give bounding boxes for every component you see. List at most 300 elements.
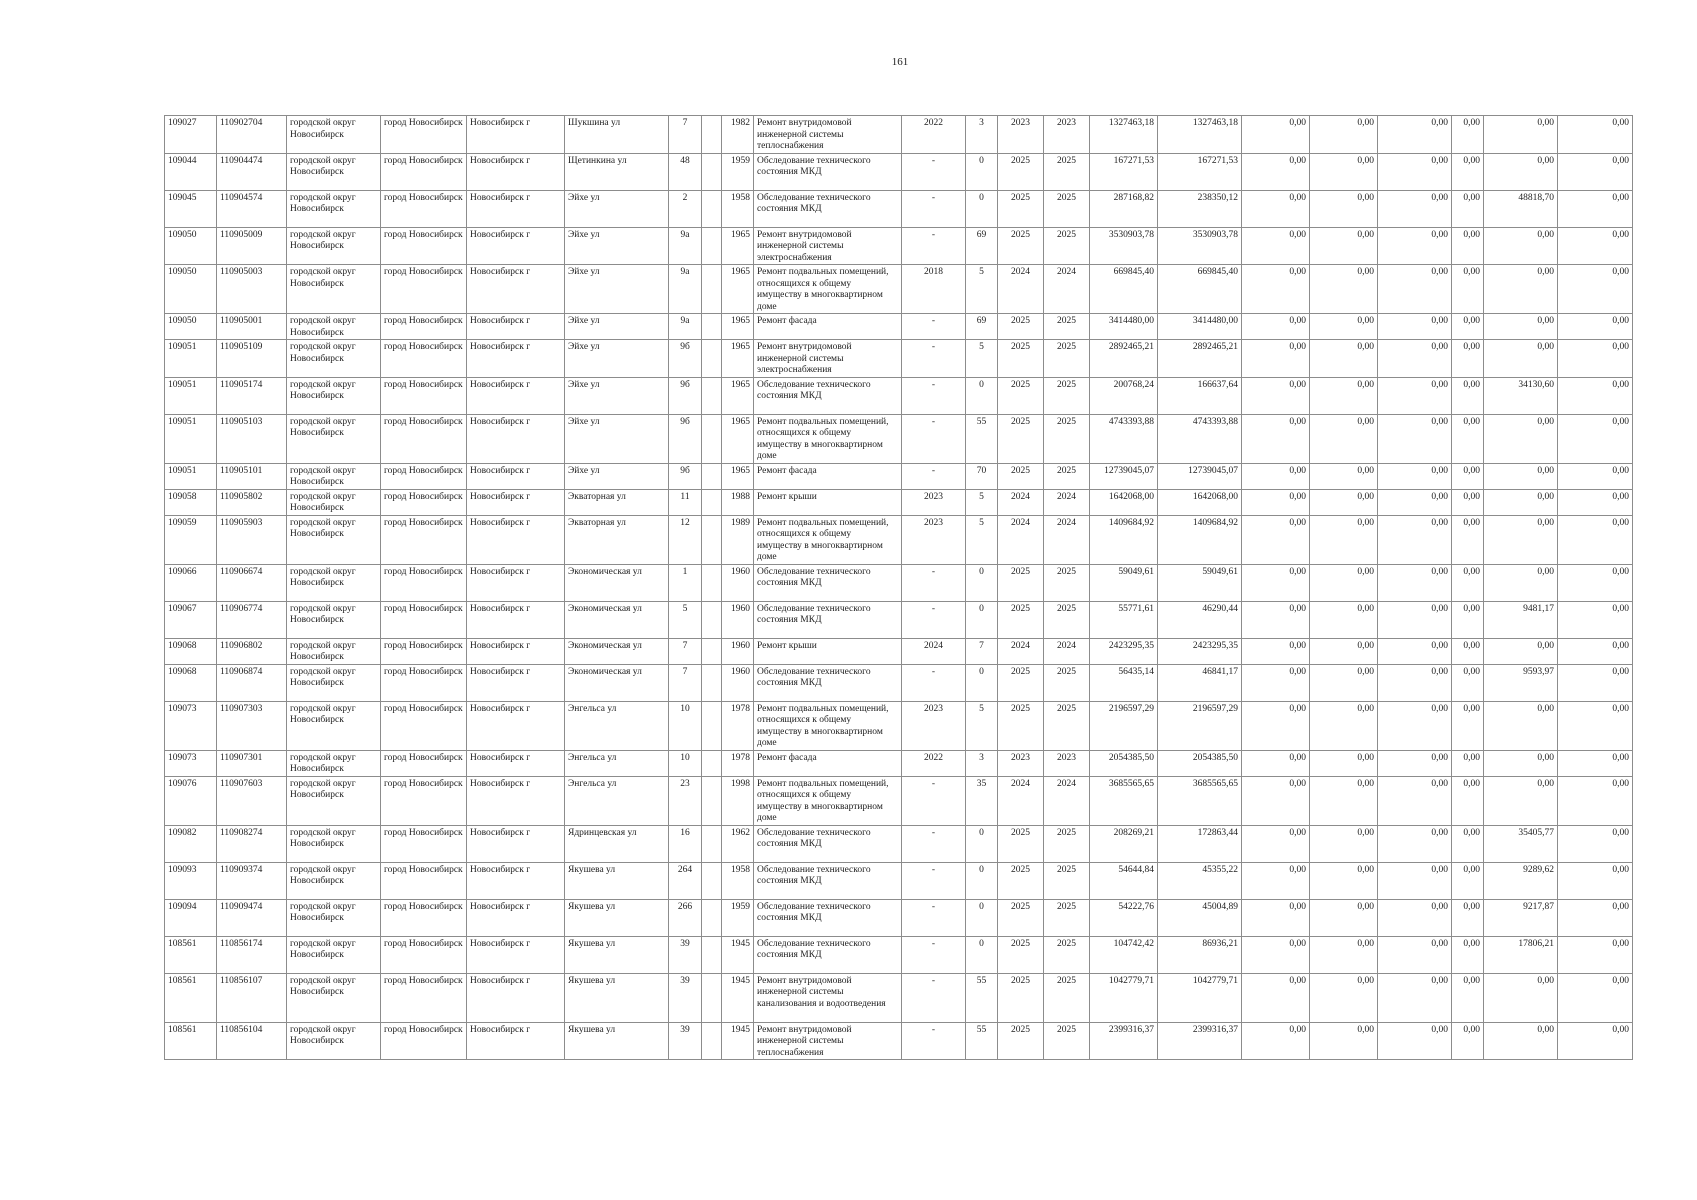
amount-cell-2: 0,00 [1310,377,1378,414]
work-code-cell: 110856104 [217,1022,287,1060]
table-row [165,601,1633,638]
object-id-cell: 109059 [165,515,217,564]
start-year-cell: 2025 [998,564,1044,601]
build-year-cell: 1945 [722,973,754,1022]
total-cost-cell: 54222,76 [1090,899,1158,936]
total-cost-cell: 167271,53 [1090,153,1158,190]
street-cell: Эйхе ул [565,340,669,378]
amount-cell-4: 0,00 [1452,463,1484,489]
empty-cell [702,1022,722,1060]
amount-cell-3: 0,00 [1378,190,1452,227]
house-number-cell: 9а [669,314,702,340]
previous-year-cell: - [902,825,966,862]
amount-cell-5: 0,00 [1484,515,1558,564]
settlement-cell: город Новосибирск [381,601,467,638]
settlement-cell: город Новосибирск [381,377,467,414]
amount-cell-4: 0,00 [1452,340,1484,378]
fund-amount-cell: 3530903,78 [1158,227,1242,265]
end-year-cell: 2025 [1044,936,1090,973]
start-year-cell: 2025 [998,340,1044,378]
empty-cell [702,936,722,973]
wear-percent-cell: 0 [966,899,998,936]
street-cell: Энгельса ул [565,750,669,776]
build-year-cell: 1965 [722,265,754,314]
amount-cell-1: 0,00 [1242,936,1310,973]
amount-cell-6: 0,00 [1558,414,1633,463]
total-cost-cell: 59049,61 [1090,564,1158,601]
amount-cell-5: 0,00 [1484,489,1558,515]
fund-amount-cell: 1327463,18 [1158,116,1242,154]
amount-cell-6: 0,00 [1558,973,1633,1022]
amount-cell-6: 0,00 [1558,227,1633,265]
wear-percent-cell: 55 [966,973,998,1022]
street-cell: Якушева ул [565,862,669,899]
wear-percent-cell: 5 [966,489,998,515]
settlement-cell: город Новосибирск [381,564,467,601]
empty-cell [702,825,722,862]
build-year-cell: 1998 [722,776,754,825]
end-year-cell: 2025 [1044,564,1090,601]
city-cell: Новосибирск г [467,564,565,601]
build-year-cell: 1962 [722,825,754,862]
start-year-cell: 2025 [998,377,1044,414]
previous-year-cell: - [902,463,966,489]
amount-cell-3: 0,00 [1378,377,1452,414]
wear-percent-cell: 5 [966,340,998,378]
work-code-cell: 110906674 [217,564,287,601]
street-cell: Щетинкина ул [565,153,669,190]
amount-cell-2: 0,00 [1310,825,1378,862]
amount-cell-3: 0,00 [1378,750,1452,776]
city-cell: Новосибирск г [467,862,565,899]
city-cell: Новосибирск г [467,936,565,973]
wear-percent-cell: 0 [966,564,998,601]
street-cell: Эйхе ул [565,414,669,463]
build-year-cell: 1965 [722,463,754,489]
start-year-cell: 2025 [998,701,1044,750]
build-year-cell: 1959 [722,153,754,190]
work-type-cell: Ремонт внутридомовой инженерной системы электроснабжения [754,227,902,265]
amount-cell-6: 0,00 [1558,564,1633,601]
table-row [165,314,1633,340]
end-year-cell: 2024 [1044,515,1090,564]
build-year-cell: 1989 [722,515,754,564]
street-cell: Эйхе ул [565,463,669,489]
fund-amount-cell: 167271,53 [1158,153,1242,190]
amount-cell-5: 0,00 [1484,116,1558,154]
amount-cell-2: 0,00 [1310,265,1378,314]
district-cell: городской округ Новосибирск [287,314,381,340]
object-id-cell: 109082 [165,825,217,862]
amount-cell-4: 0,00 [1452,314,1484,340]
work-type-cell: Обследование технического состояния МКД [754,153,902,190]
start-year-cell: 2023 [998,116,1044,154]
district-cell: городской округ Новосибирск [287,227,381,265]
table-row [165,414,1633,463]
amount-cell-5: 34130,60 [1484,377,1558,414]
house-number-cell: 39 [669,973,702,1022]
amount-cell-6: 0,00 [1558,515,1633,564]
start-year-cell: 2025 [998,314,1044,340]
total-cost-cell: 2054385,50 [1090,750,1158,776]
amount-cell-6: 0,00 [1558,1022,1633,1060]
table-row [165,564,1633,601]
amount-cell-2: 0,00 [1310,1022,1378,1060]
table-row [165,776,1633,825]
amount-cell-2: 0,00 [1310,515,1378,564]
work-code-cell: 110905802 [217,489,287,515]
district-cell: городской округ Новосибирск [287,489,381,515]
amount-cell-4: 0,00 [1452,776,1484,825]
settlement-cell: город Новосибирск [381,153,467,190]
city-cell: Новосибирск г [467,190,565,227]
fund-amount-cell: 3414480,00 [1158,314,1242,340]
house-number-cell: 7 [669,638,702,664]
work-code-cell: 110905903 [217,515,287,564]
district-cell: городской округ Новосибирск [287,463,381,489]
fund-amount-cell: 1409684,92 [1158,515,1242,564]
start-year-cell: 2024 [998,776,1044,825]
work-code-cell: 110908274 [217,825,287,862]
total-cost-cell: 56435,14 [1090,664,1158,701]
work-type-cell: Обследование технического состояния МКД [754,377,902,414]
total-cost-cell: 1642068,00 [1090,489,1158,515]
district-cell: городской округ Новосибирск [287,776,381,825]
total-cost-cell: 3685565,65 [1090,776,1158,825]
work-code-cell: 110856107 [217,973,287,1022]
amount-cell-4: 0,00 [1452,190,1484,227]
amount-cell-6: 0,00 [1558,862,1633,899]
wear-percent-cell: 69 [966,227,998,265]
object-id-cell: 109073 [165,701,217,750]
start-year-cell: 2025 [998,899,1044,936]
work-type-cell: Обследование технического состояния МКД [754,664,902,701]
work-code-cell: 110907303 [217,701,287,750]
previous-year-cell: 2023 [902,701,966,750]
city-cell: Новосибирск г [467,973,565,1022]
table-row [165,701,1633,750]
work-code-cell: 110905003 [217,265,287,314]
object-id-cell: 109051 [165,463,217,489]
amount-cell-2: 0,00 [1310,227,1378,265]
city-cell: Новосибирск г [467,825,565,862]
district-cell: городской округ Новосибирск [287,701,381,750]
end-year-cell: 2025 [1044,899,1090,936]
total-cost-cell: 1409684,92 [1090,515,1158,564]
table-row [165,899,1633,936]
build-year-cell: 1965 [722,377,754,414]
work-code-cell: 110905009 [217,227,287,265]
work-type-cell: Ремонт внутридомовой инженерной системы электроснабжения [754,340,902,378]
build-year-cell: 1945 [722,1022,754,1060]
empty-cell [702,862,722,899]
amount-cell-6: 0,00 [1558,936,1633,973]
fund-amount-cell: 4743393,88 [1158,414,1242,463]
table-row [165,340,1633,378]
total-cost-cell: 1042779,71 [1090,973,1158,1022]
build-year-cell: 1978 [722,750,754,776]
settlement-cell: город Новосибирск [381,227,467,265]
previous-year-cell: - [902,664,966,701]
previous-year-cell: - [902,776,966,825]
city-cell: Новосибирск г [467,377,565,414]
settlement-cell: город Новосибирск [381,515,467,564]
end-year-cell: 2025 [1044,862,1090,899]
district-cell: городской округ Новосибирск [287,862,381,899]
street-cell: Эйхе ул [565,314,669,340]
amount-cell-1: 0,00 [1242,750,1310,776]
build-year-cell: 1960 [722,564,754,601]
table-row [165,116,1633,154]
object-id-cell: 109051 [165,340,217,378]
house-number-cell: 7 [669,116,702,154]
work-code-cell: 110902704 [217,116,287,154]
street-cell: Шукшина ул [565,116,669,154]
fund-amount-cell: 12739045,07 [1158,463,1242,489]
amount-cell-6: 0,00 [1558,664,1633,701]
previous-year-cell: - [902,899,966,936]
start-year-cell: 2025 [998,1022,1044,1060]
total-cost-cell: 2196597,29 [1090,701,1158,750]
total-cost-cell: 208269,21 [1090,825,1158,862]
empty-cell [702,664,722,701]
object-id-cell: 109073 [165,750,217,776]
street-cell: Экваторная ул [565,515,669,564]
end-year-cell: 2024 [1044,489,1090,515]
district-cell: городской округ Новосибирск [287,377,381,414]
street-cell: Эйхе ул [565,190,669,227]
total-cost-cell: 104742,42 [1090,936,1158,973]
amount-cell-6: 0,00 [1558,601,1633,638]
city-cell: Новосибирск г [467,776,565,825]
district-cell: городской округ Новосибирск [287,1022,381,1060]
previous-year-cell: - [902,936,966,973]
object-id-cell: 109050 [165,265,217,314]
amount-cell-1: 0,00 [1242,463,1310,489]
amount-cell-1: 0,00 [1242,638,1310,664]
work-type-cell: Обследование технического состояния МКД [754,862,902,899]
start-year-cell: 2025 [998,825,1044,862]
wear-percent-cell: 5 [966,265,998,314]
amount-cell-5: 9289,62 [1484,862,1558,899]
object-id-cell: 109066 [165,564,217,601]
settlement-cell: город Новосибирск [381,936,467,973]
end-year-cell: 2025 [1044,973,1090,1022]
amount-cell-5: 0,00 [1484,463,1558,489]
wear-percent-cell: 69 [966,314,998,340]
amount-cell-2: 0,00 [1310,936,1378,973]
work-code-cell: 110907301 [217,750,287,776]
start-year-cell: 2025 [998,936,1044,973]
city-cell: Новосибирск г [467,489,565,515]
district-cell: городской округ Новосибирск [287,601,381,638]
house-number-cell: 9б [669,377,702,414]
empty-cell [702,463,722,489]
wear-percent-cell: 5 [966,515,998,564]
work-type-cell: Ремонт подвальных помещений, относящихся к общему имуществу в многоквартирном доме [754,265,902,314]
amount-cell-6: 0,00 [1558,116,1633,154]
amount-cell-6: 0,00 [1558,899,1633,936]
house-number-cell: 7 [669,664,702,701]
amount-cell-2: 0,00 [1310,116,1378,154]
wear-percent-cell: 0 [966,601,998,638]
empty-cell [702,899,722,936]
amount-cell-1: 0,00 [1242,227,1310,265]
end-year-cell: 2025 [1044,463,1090,489]
object-id-cell: 108561 [165,1022,217,1060]
amount-cell-5: 0,00 [1484,564,1558,601]
work-type-cell: Обследование технического состояния МКД [754,564,902,601]
work-code-cell: 110904574 [217,190,287,227]
amount-cell-1: 0,00 [1242,515,1310,564]
wear-percent-cell: 55 [966,1022,998,1060]
wear-percent-cell: 0 [966,664,998,701]
amount-cell-3: 0,00 [1378,899,1452,936]
amount-cell-5: 0,00 [1484,1022,1558,1060]
work-type-cell: Обследование технического состояния МКД [754,825,902,862]
street-cell: Энгельса ул [565,701,669,750]
amount-cell-6: 0,00 [1558,489,1633,515]
settlement-cell: город Новосибирск [381,664,467,701]
empty-cell [702,489,722,515]
street-cell: Ядринцевская ул [565,825,669,862]
house-number-cell: 12 [669,515,702,564]
repair-program-table [164,115,1633,1060]
end-year-cell: 2024 [1044,776,1090,825]
table-row [165,190,1633,227]
amount-cell-6: 0,00 [1558,340,1633,378]
street-cell: Экономическая ул [565,601,669,638]
house-number-cell: 9а [669,265,702,314]
work-type-cell: Обследование технического состояния МКД [754,601,902,638]
amount-cell-3: 0,00 [1378,1022,1452,1060]
amount-cell-2: 0,00 [1310,463,1378,489]
amount-cell-1: 0,00 [1242,265,1310,314]
empty-cell [702,414,722,463]
start-year-cell: 2023 [998,750,1044,776]
amount-cell-6: 0,00 [1558,825,1633,862]
fund-amount-cell: 59049,61 [1158,564,1242,601]
settlement-cell: город Новосибирск [381,750,467,776]
total-cost-cell: 2892465,21 [1090,340,1158,378]
amount-cell-5: 17806,21 [1484,936,1558,973]
settlement-cell: город Новосибирск [381,862,467,899]
district-cell: городской округ Новосибирск [287,414,381,463]
amount-cell-5: 0,00 [1484,340,1558,378]
empty-cell [702,314,722,340]
amount-cell-1: 0,00 [1242,314,1310,340]
fund-amount-cell: 238350,12 [1158,190,1242,227]
work-type-cell: Ремонт подвальных помещений, относящихся к общему имуществу в многоквартирном доме [754,776,902,825]
build-year-cell: 1988 [722,489,754,515]
object-id-cell: 109045 [165,190,217,227]
city-cell: Новосибирск г [467,414,565,463]
wear-percent-cell: 0 [966,153,998,190]
start-year-cell: 2024 [998,638,1044,664]
object-id-cell: 108561 [165,936,217,973]
amount-cell-4: 0,00 [1452,899,1484,936]
amount-cell-6: 0,00 [1558,153,1633,190]
start-year-cell: 2025 [998,414,1044,463]
object-id-cell: 109058 [165,489,217,515]
amount-cell-5: 0,00 [1484,701,1558,750]
amount-cell-4: 0,00 [1452,862,1484,899]
amount-cell-6: 0,00 [1558,377,1633,414]
amount-cell-3: 0,00 [1378,664,1452,701]
amount-cell-5: 0,00 [1484,265,1558,314]
city-cell: Новосибирск г [467,638,565,664]
total-cost-cell: 54644,84 [1090,862,1158,899]
amount-cell-1: 0,00 [1242,153,1310,190]
empty-cell [702,973,722,1022]
empty-cell [702,750,722,776]
amount-cell-2: 0,00 [1310,489,1378,515]
house-number-cell: 9б [669,463,702,489]
start-year-cell: 2025 [998,153,1044,190]
house-number-cell: 1 [669,564,702,601]
previous-year-cell: - [902,340,966,378]
previous-year-cell: - [902,414,966,463]
wear-percent-cell: 7 [966,638,998,664]
amount-cell-2: 0,00 [1310,776,1378,825]
end-year-cell: 2025 [1044,414,1090,463]
street-cell: Экономическая ул [565,664,669,701]
street-cell: Якушева ул [565,1022,669,1060]
table-row [165,265,1633,314]
start-year-cell: 2025 [998,227,1044,265]
street-cell: Эйхе ул [565,265,669,314]
city-cell: Новосибирск г [467,314,565,340]
amount-cell-2: 0,00 [1310,190,1378,227]
table-row [165,515,1633,564]
table-row [165,638,1633,664]
fund-amount-cell: 2196597,29 [1158,701,1242,750]
amount-cell-4: 0,00 [1452,638,1484,664]
wear-percent-cell: 0 [966,936,998,973]
page-number: 161 [891,56,909,68]
build-year-cell: 1945 [722,936,754,973]
total-cost-cell: 2399316,37 [1090,1022,1158,1060]
build-year-cell: 1959 [722,899,754,936]
total-cost-cell: 1327463,18 [1090,116,1158,154]
amount-cell-3: 0,00 [1378,564,1452,601]
previous-year-cell: - [902,314,966,340]
amount-cell-1: 0,00 [1242,414,1310,463]
city-cell: Новосибирск г [467,463,565,489]
city-cell: Новосибирск г [467,116,565,154]
build-year-cell: 1965 [722,314,754,340]
settlement-cell: город Новосибирск [381,116,467,154]
previous-year-cell: - [902,601,966,638]
empty-cell [702,116,722,154]
settlement-cell: город Новосибирск [381,340,467,378]
empty-cell [702,340,722,378]
city-cell: Новосибирск г [467,153,565,190]
street-cell: Экваторная ул [565,489,669,515]
work-type-cell: Ремонт подвальных помещений, относящихся к общему имуществу в многоквартирном доме [754,701,902,750]
house-number-cell: 264 [669,862,702,899]
amount-cell-5: 0,00 [1484,776,1558,825]
amount-cell-4: 0,00 [1452,701,1484,750]
object-id-cell: 109068 [165,638,217,664]
amount-cell-4: 0,00 [1452,973,1484,1022]
build-year-cell: 1978 [722,701,754,750]
house-number-cell: 2 [669,190,702,227]
previous-year-cell: - [902,1022,966,1060]
fund-amount-cell: 166637,64 [1158,377,1242,414]
amount-cell-4: 0,00 [1452,265,1484,314]
build-year-cell: 1958 [722,862,754,899]
